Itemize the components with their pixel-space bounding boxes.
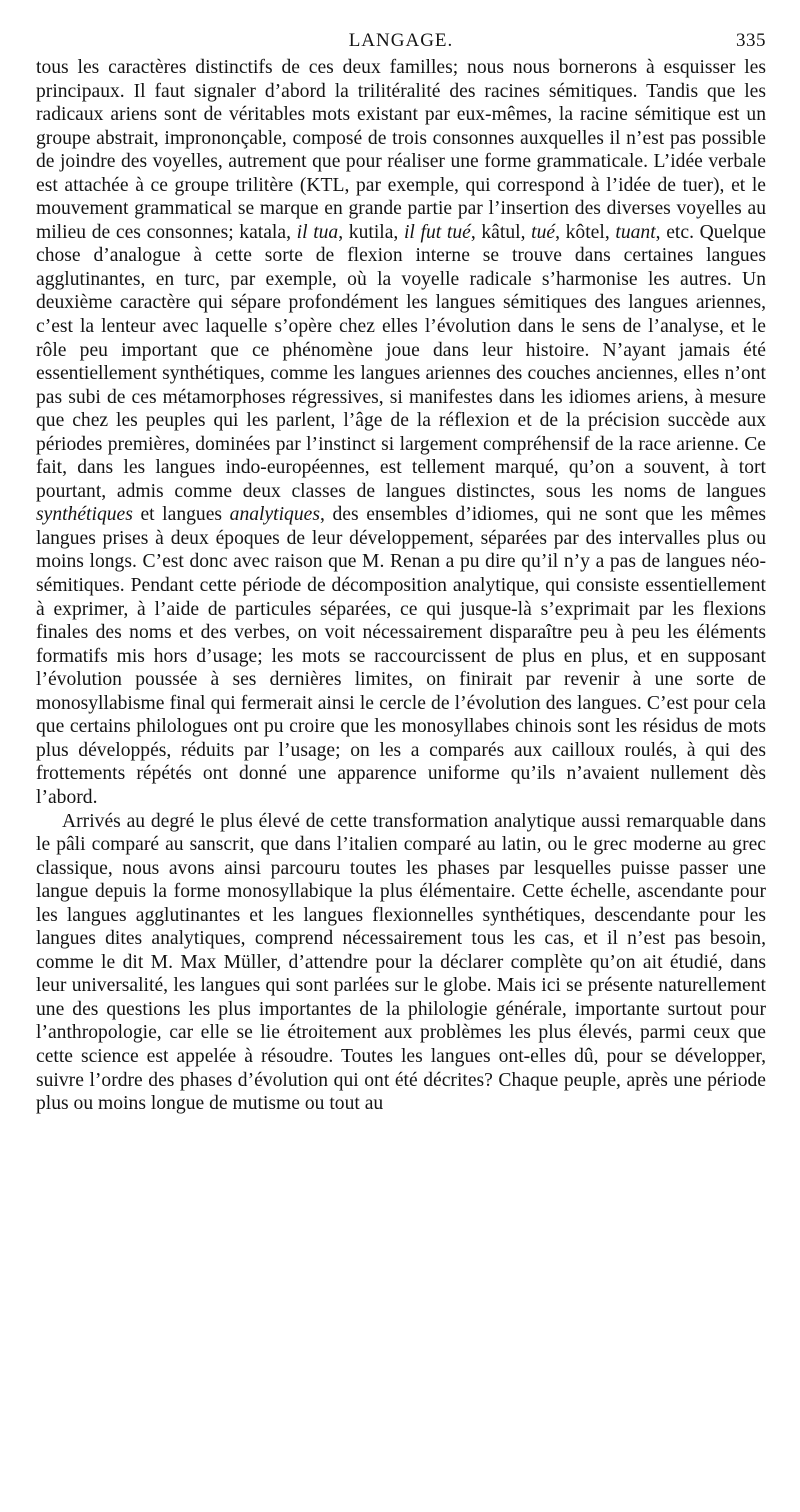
italic-segment: analytiques — [229, 504, 320, 526]
italic-segment: tuant — [615, 221, 656, 243]
page-number: 335 — [736, 30, 766, 51]
body-text — [36, 56, 766, 1116]
paragraph-2 — [36, 810, 766, 1116]
text-segment: et langues — [132, 504, 230, 526]
running-head — [36, 30, 766, 56]
italic-segment: tué — [531, 221, 556, 243]
italic-segment: synthétiques — [36, 504, 133, 526]
text-segment: , kâtul, — [470, 221, 532, 243]
page — [36, 30, 766, 1116]
text-segment: , etc. Quelque chose d’analogue à cette sorte de flexion interne se trouve dans certaines langues agglutinantes, en turc, par exemple, où la voyelle radicale s’harmonise les autres. Un deuxième caractère qui sépare profondément les langues sémitiques des langues ariennes, c’est la lenteur avec laquelle s’opère chez elles l’évolution dans le sens de l’analyse, et le rôle peu important que ce phénomène joue dans leur histoire. N’ayant jamais été essentiellement synthétiques, comme les langues ariennes des couches anciennes, elles n’ont pas subi de ces métamorphoses régressives, si manifestes dans les idiomes ariens, à mesure que chez les peuples qui les parlent, l’âge de la réflexion et de la précision succède aux périodes premières, dominées par l’instinct si largement compréhensif de la race arienne. Ce fait, dans les langues indo-européennes, est tellement marqué, qu’on a souvent, à tort pourtant, admis comme deux classes de langues distinctes, sous les noms de langues — [36, 221, 767, 502]
text-segment: Arrivés au degré le plus élevé de cette transformation analytique aussi remarquable dans le pâli comparé au sanscrit, que dans l’italien comparé au latin, ou le grec moderne au grec classique, nous avons ainsi parcouru toutes les phases par lesquelles puisse passer une langue depuis la forme monosyllabique la plus élémentaire. Cette échelle, ascendante pour les langues agglutinantes et les langues flexionnelles synthétiques, descendante pour les langues dites analytiques, comprend nécessairement tous les cas, et il n’est pas besoin, comme le dit M. Max Müller, d’attendre pour la déclarer complète qu’on ait étudié, dans leur universalité, les langues qui sont parlées sur le globe. Mais ici se présente naturellement une des questions les plus importantes de la philologie générale, importante surtout pour l’anthropologie, car elle se lie étroitement aux problèmes les plus élevés, parmi ceux que cette science est appelée à résoudre. Toutes les langues ont-elles dû, pour se développer, suivre l’ordre des phases d’évolution qui ont été décrites? Chaque peuple, après une période plus ou moins longue de mutisme ou tout au — [36, 810, 766, 1115]
text-segment: , kutila, — [338, 221, 404, 243]
running-title: LANGAGE. — [348, 30, 454, 51]
paragraph-1 — [36, 56, 766, 810]
italic-segment: il fut tué — [403, 221, 471, 243]
text-segment: , kôtel, — [555, 221, 616, 243]
text-segment: tous les caractères distinctifs de ces deux familles; nous nous bornerons à esquisser les principaux. Il faut signaler d’abord la trilitéralité des racines sémitiques. Tandis que les radicaux ariens sont de véritables mots existant par eux-mêmes, la racine sémitique est un groupe abstrait, imprononçable, composé de trois consonnes auxquelles il n’est pas possible de joindre des voyelles, autrement que pour réaliser une forme grammaticale. L’idée verbale est attachée à ce groupe trilitère (KTL, par exemple, qui correspond à l’idée de tuer), et le mouvement grammatical se marque en grande partie par l’insertion des diverses voyelles au milieu de ces consonnes; katala, — [36, 57, 766, 243]
italic-segment: il tua — [296, 221, 339, 243]
text-segment: , des ensembles d’idiomes, qui ne sont que les mêmes langues prises à deux époques de leur développement, séparées par des intervalles plus ou moins longs. C’est donc avec raison que M. Renan a pu dire qu’il n’y a pas de langues néo-sémitiques. Pendant cette période de décomposition analytique, qui consiste essentiellement à exprimer, à l’aide de particules séparées, ce qui jusque-là s’exprimait par les flexions finales des noms et des verbes, on voit nécessairement disparaître peu à peu les éléments formatifs mis hors d’usage; les mots se raccourcissent de plus en plus, et en supposant l’évolution poussée à ses dernières limites, on finirait par revenir à une sorte de monosyllabisme final qui fermerait ainsi le cercle de l’évolution des langues. C’est pour cela que certains philologues ont pu croire que les monosyllabes chinois sont les résidus de mots plus développés, réduits par l’usage; on les a comparés aux cailloux roulés, à qui des frottements répétés ont donné une apparence uniforme qu’ils n’avaient nullement dès l’abord. — [36, 504, 766, 808]
